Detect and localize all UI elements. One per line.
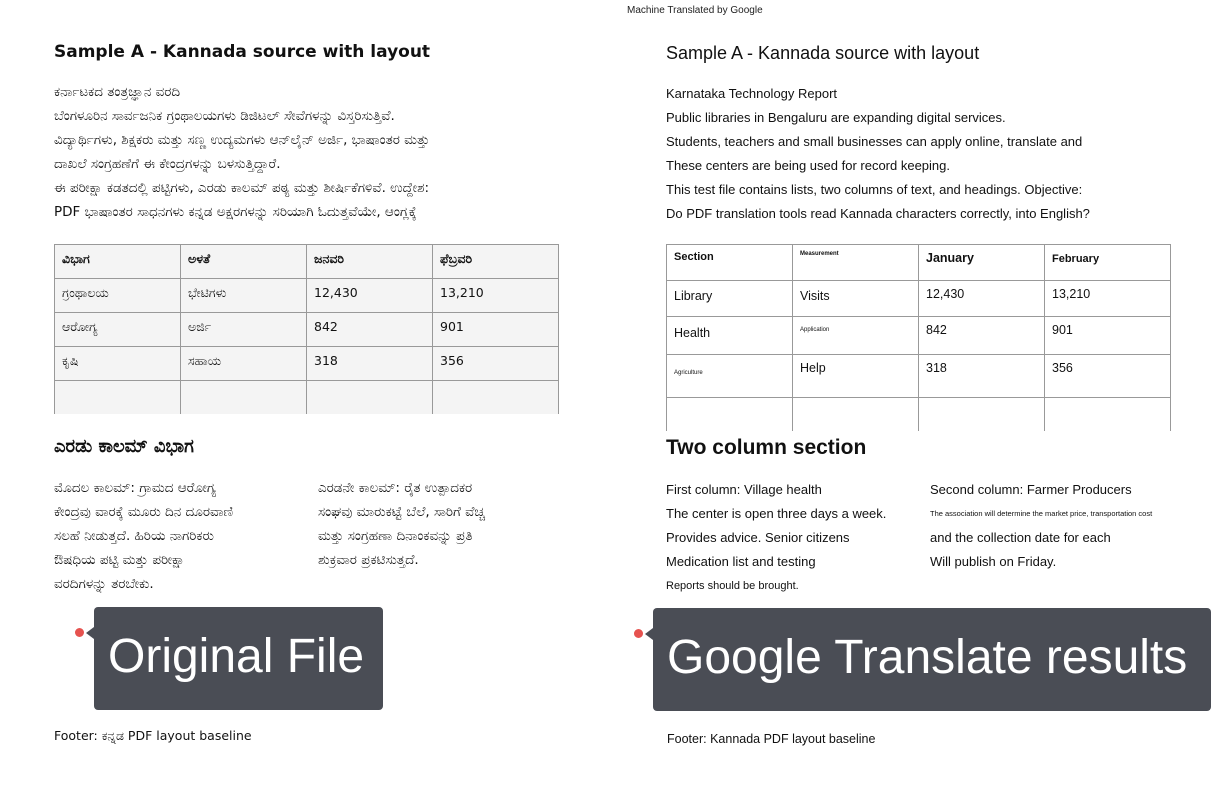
table-cell: 356 <box>1045 355 1171 398</box>
table-cell: Agriculture <box>667 355 793 398</box>
table-cell: Visits <box>793 281 919 317</box>
table-cell: 901 <box>1045 317 1171 355</box>
original-column-2 <box>318 476 485 572</box>
table-row <box>55 279 559 313</box>
table-cell: 13,210 <box>433 279 559 313</box>
original-line: ದಾಖಲೆ ಸಂಗ್ರಹಣೆಗೆ ಈ ಕೇಂದ್ರಗಳನ್ನು ಬಳಸುತ್ತಿದ್ದಾರೆ. <box>54 156 281 172</box>
table-header-row <box>55 245 559 279</box>
translated-body <box>666 82 1090 226</box>
table-cell: Health <box>667 317 793 355</box>
table-header-cell: February <box>1045 245 1171 281</box>
column-line: ಶುಕ್ರವಾರ ಪ್ರಕಟಿಸುತ್ತದೆ. <box>318 552 419 568</box>
table-cell: 356 <box>433 347 559 381</box>
column-line: Medication list and testing <box>666 554 816 569</box>
table-cell: 318 <box>919 355 1045 398</box>
translated-section-heading: Two column section <box>666 436 867 459</box>
table-header-cell: Measurement <box>793 245 919 281</box>
translated-column-2 <box>930 478 1152 574</box>
table-header-cell: January <box>919 245 1045 281</box>
original-footer: Footer: ಕನ್ನಡ PDF layout baseline <box>54 728 252 743</box>
translated-column-1 <box>666 478 886 598</box>
column-line: ಸಂಘವು ಮಾರುಕಟ್ಟೆ ಬೆಲೆ, ಸಾರಿಗೆ ವೆಚ್ಚ <box>318 504 485 520</box>
translated-line: Karnataka Technology Report <box>666 86 838 101</box>
table-header-cell: ವಿಭಾಗ <box>55 245 181 279</box>
table-cell: 12,430 <box>307 279 433 313</box>
translate-results-callout: Google Translate results <box>653 608 1211 711</box>
translated-line: Do PDF translation tools read Kannada characters correctly, into English? <box>666 206 1090 221</box>
machine-translated-label: Machine Translated by Google <box>627 5 763 16</box>
table-cell: ಅರ್ಜಿ <box>181 313 307 347</box>
table-cell: Library <box>667 281 793 317</box>
table-header-cell: ಅಳತೆ <box>181 245 307 279</box>
column-line: First column: Village health <box>666 482 822 497</box>
table-cell: ಗ್ರಂಥಾಲಯ <box>55 279 181 313</box>
column-line: ಮತ್ತು ಸಂಗ್ರಹಣಾ ದಿನಾಂಕವನ್ನು ಪ್ರತಿ <box>318 528 473 544</box>
table-row <box>667 317 1171 355</box>
translated-line: Public libraries in Bengaluru are expanding digital services. <box>666 110 1006 125</box>
table-row <box>667 281 1171 317</box>
column-line: ವರದಿಗಳನ್ನು ತರಬೇಕು. <box>54 576 154 592</box>
table-row <box>667 355 1171 398</box>
column-line: Provides advice. Senior citizens <box>666 530 850 545</box>
original-body <box>54 80 430 224</box>
table-row <box>55 313 559 347</box>
original-table <box>54 244 559 414</box>
table-cell: Application <box>793 317 919 355</box>
original-line: PDF ಭಾಷಾಂತರ ಸಾಧನಗಳು ಕನ್ನಡ ಅಕ್ಷರಗಳನ್ನು ಸರಿಯಾಗಿ ಓದುತ್ತವೆಯೇ, ಆಂಗ್ಲಕ್ಕೆ <box>54 204 417 220</box>
translated-line: These centers are being used for record keeping. <box>666 158 951 173</box>
table-header-cell: ಫೆಬ್ರವರಿ <box>433 245 559 279</box>
table-header-cell: ಜನವರಿ <box>307 245 433 279</box>
translated-title: Sample A - Kannada source with layout <box>666 43 980 63</box>
table-row-empty <box>55 381 559 415</box>
table-cell: ಭೇಟಿಗಳು <box>181 279 307 313</box>
table-cell: 842 <box>919 317 1045 355</box>
column-line: ಕೇಂದ್ರವು ವಾರಕ್ಕೆ ಮೂರು ದಿನ ದೂರವಾಣಿ <box>54 504 234 520</box>
table-cell: 13,210 <box>1045 281 1171 317</box>
column-line: ಔಷಧಿಯ ಪಟ್ಟಿ ಮತ್ತು ಪರೀಕ್ಷಾ <box>54 552 185 568</box>
translated-table <box>666 244 1171 431</box>
column-line: Will publish on Friday. <box>930 554 1057 569</box>
column-line: and the collection date for each <box>930 530 1111 545</box>
callout-dot-icon <box>75 628 84 637</box>
column-line: The center is open three days a week. <box>666 506 887 521</box>
original-section-heading: ಎರಡು ಕಾಲಮ್ ವಿಭಾಗ <box>54 436 194 457</box>
table-cell: ಕೃಷಿ <box>55 347 181 381</box>
table-cell: 318 <box>307 347 433 381</box>
table-cell: ಆರೋಗ್ಯ <box>55 313 181 347</box>
table-row-empty <box>667 398 1171 432</box>
table-cell: 12,430 <box>919 281 1045 317</box>
original-line: ಕರ್ನಾಟಕದ ತಂತ್ರಜ್ಞಾನ ವರದಿ <box>54 84 181 100</box>
original-column-1 <box>54 476 233 596</box>
column-line: ಮೊದಲ ಕಾಲಮ್: ಗ್ರಾಮದ ಆರೋಗ್ಯ <box>54 480 216 496</box>
callout-dot-icon <box>634 629 643 638</box>
table-cell: 842 <box>307 313 433 347</box>
translated-footer: Footer: Kannada PDF layout baseline <box>667 732 876 746</box>
column-line: ಸಲಹೆ ನೀಡುತ್ತದೆ. ಹಿರಿಯ ನಾಗರಿಕರು <box>54 528 214 544</box>
original-line: ಬೆಂಗಳೂರಿನ ಸಾರ್ವಜನಿಕ ಗ್ರಂಥಾಲಯಗಳು ಡಿಜಿಟಲ್ ಸೇವೆಗಳನ್ನು ವಿಸ್ತರಿಸುತ್ತಿವೆ. <box>54 108 395 124</box>
table-cell: Help <box>793 355 919 398</box>
table-cell: 901 <box>433 313 559 347</box>
table-header-cell: Section <box>667 245 793 281</box>
translated-line: Students, teachers and small businesses can apply online, translate and <box>666 134 1083 149</box>
original-line: ಈ ಪರೀಕ್ಷಾ ಕಡತದಲ್ಲಿ ಪಟ್ಟಿಗಳು, ಎರಡು ಕಾಲಮ್ ಪಠ್ಯ ಮತ್ತು ಶೀರ್ಷಿಕೆಗಳಿವೆ. ಉದ್ದೇಶ: <box>54 180 430 196</box>
table-cell: ಸಹಾಯ <box>181 347 307 381</box>
original-title: Sample A - Kannada source with layout <box>54 42 431 62</box>
column-line: The association will determine the market price, transportation cost <box>930 509 1153 518</box>
table-header-row <box>667 245 1171 281</box>
table-row <box>55 347 559 381</box>
translated-line: This test file contains lists, two columns of text, and headings. Objective: <box>666 182 1083 197</box>
column-line: Second column: Farmer Producers <box>930 482 1132 497</box>
column-line: ಎರಡನೇ ಕಾಲಮ್: ರೈತ ಉತ್ಪಾದಕರ <box>318 480 473 496</box>
column-line: Reports should be brought. <box>666 580 799 592</box>
original-file-callout: Original File <box>94 607 383 710</box>
original-line: ವಿದ್ಯಾರ್ಥಿಗಳು, ಶಿಕ್ಷಕರು ಮತ್ತು ಸಣ್ಣ ಉದ್ಯಮಗಳು ಆನ್‌ಲೈನ್ ಅರ್ಜಿ, ಭಾಷಾಂತರ ಮತ್ತು <box>54 132 430 148</box>
